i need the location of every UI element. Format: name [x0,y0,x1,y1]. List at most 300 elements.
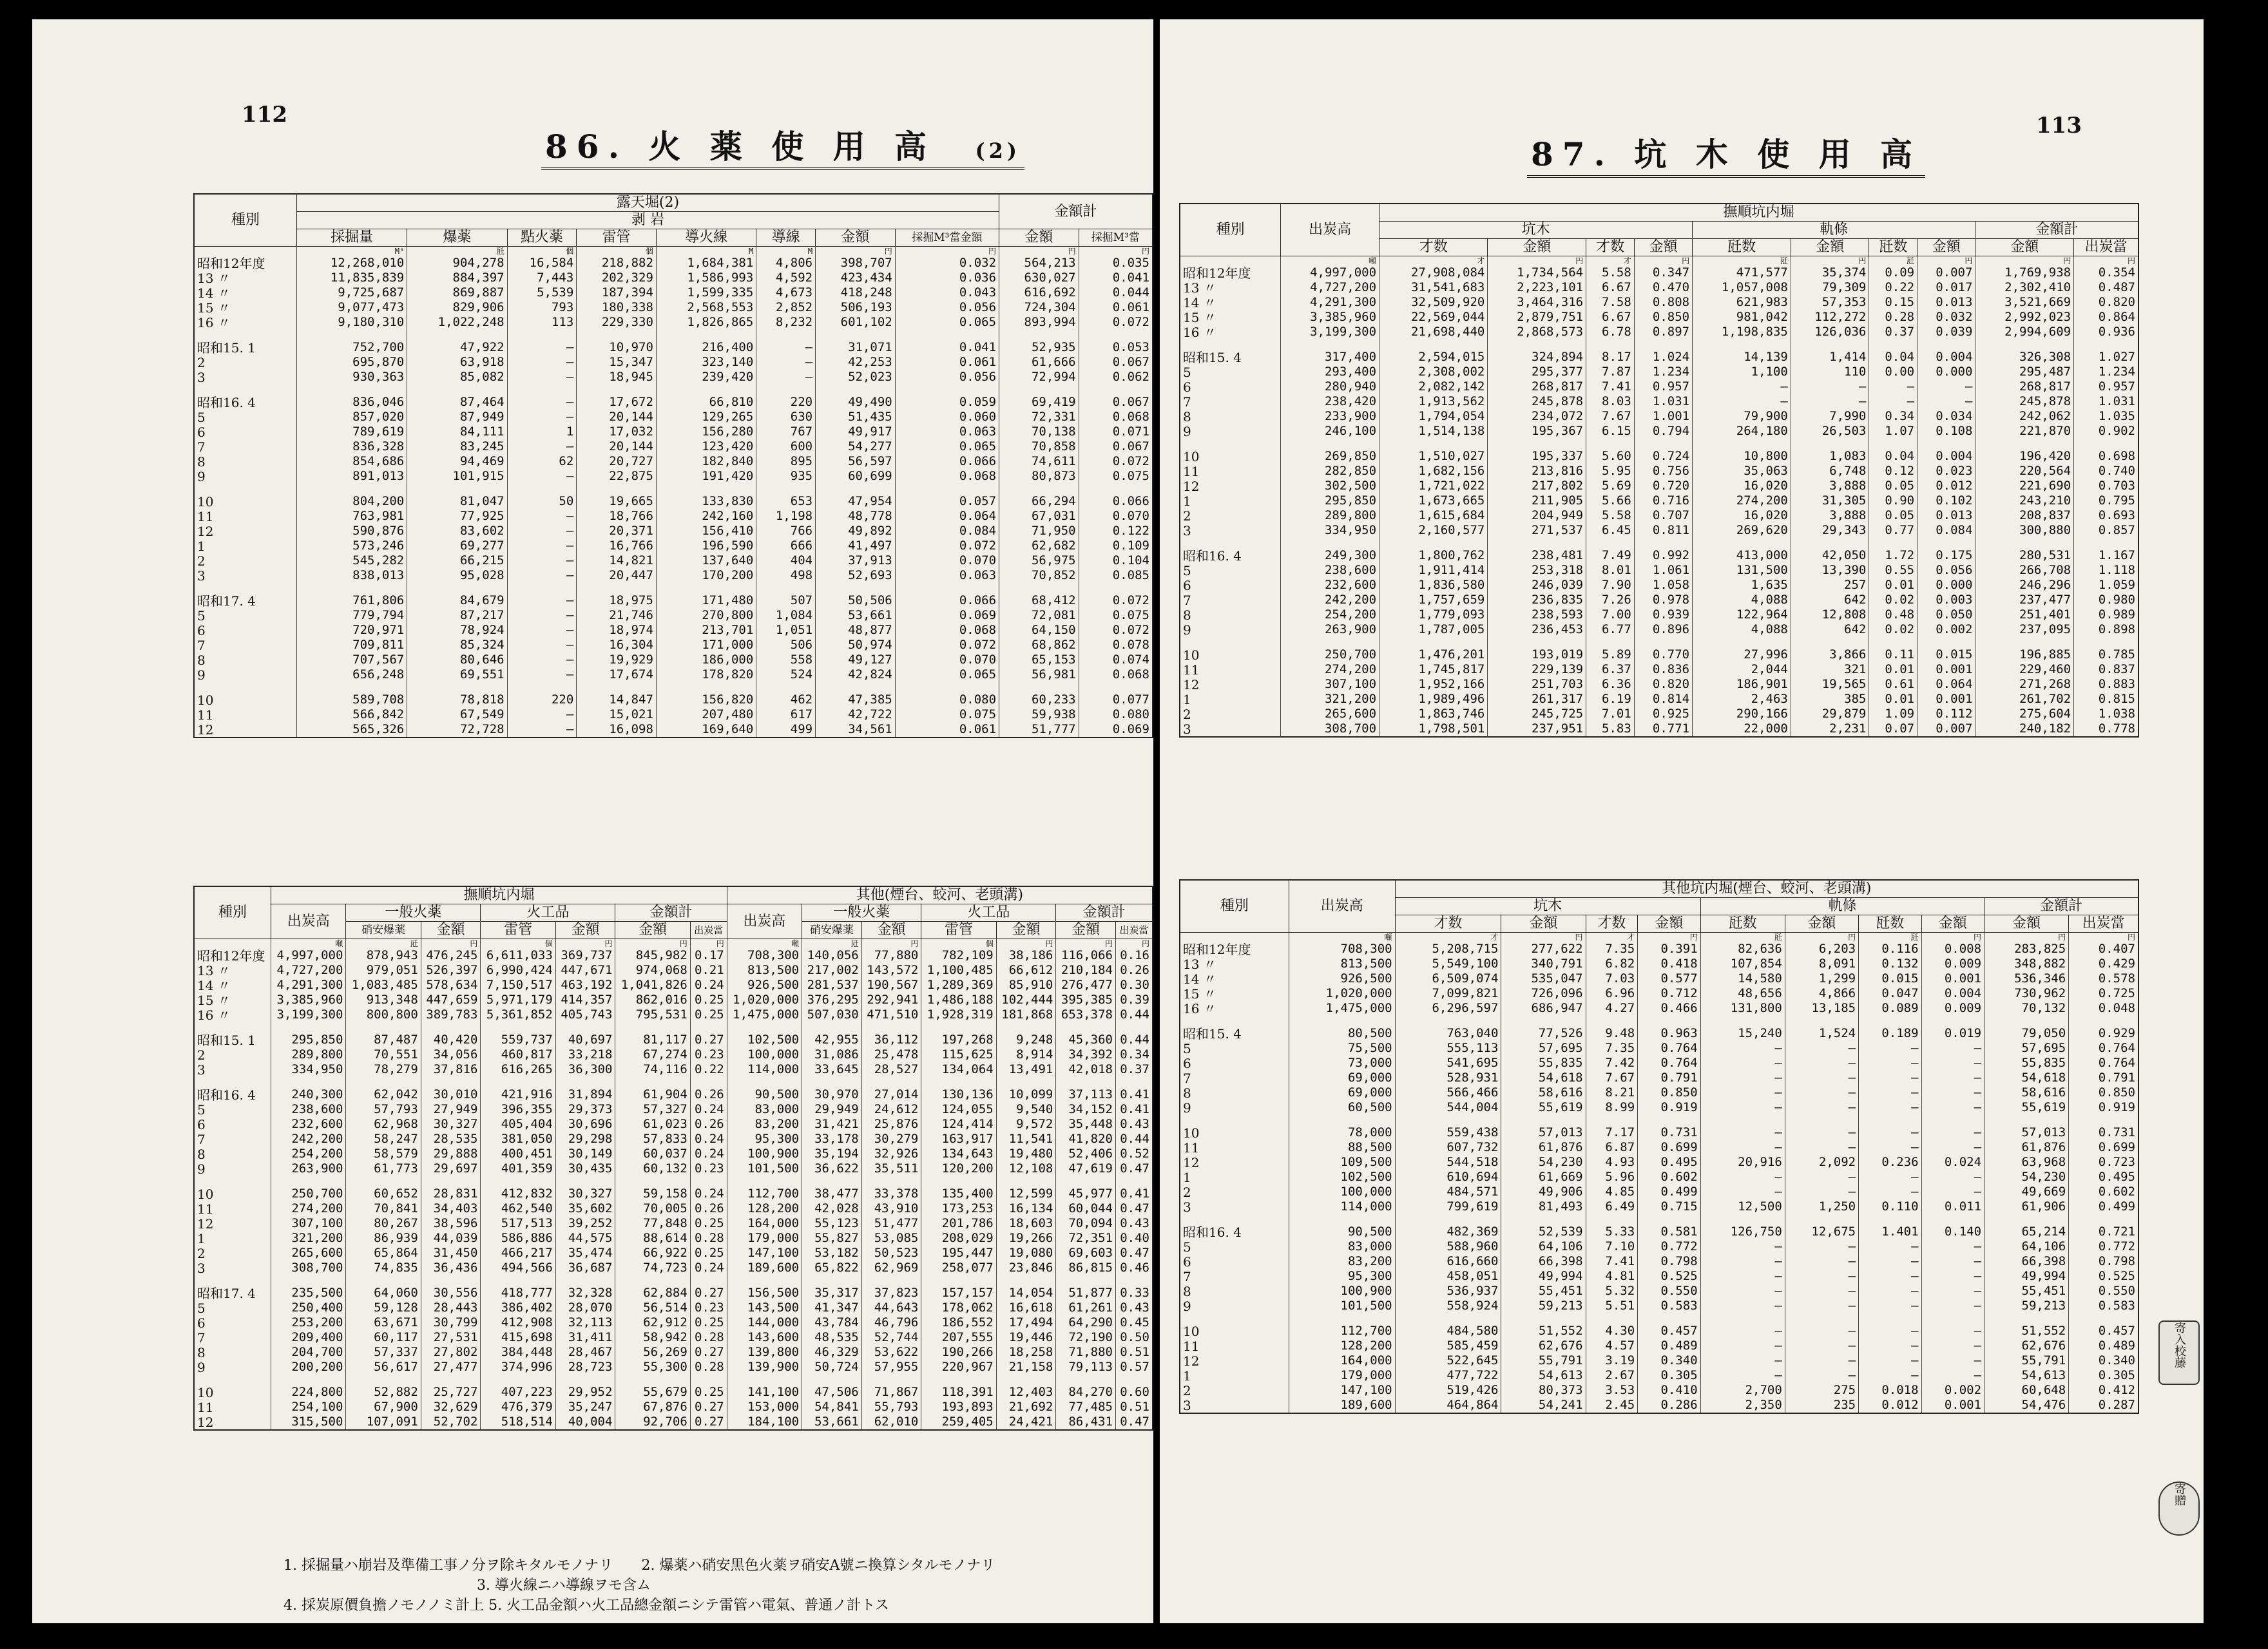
table-cell: 0.05 [1869,479,1917,493]
table-cell: 0.525 [1638,1269,1700,1284]
row-label: 14 〃 [1180,295,1281,310]
table-cell: 12,500 [1700,1199,1785,1214]
table-cell: 1,745,817 [1379,662,1488,677]
table-cell: 25,876 [861,1117,921,1132]
table-cell: 64,106 [1984,1239,2069,1254]
table-cell: 695,870 [297,355,407,370]
table-cell: 5.96 [1586,1170,1638,1185]
table-cell: 51,477 [861,1216,921,1231]
table-cell: 32,509,920 [1379,295,1488,310]
row-label: 11 [1180,464,1281,479]
table-cell: 326,308 [1975,350,2074,365]
table-cell: 2,463 [1693,692,1791,707]
table-cell: 558 [756,653,816,667]
table-cell: 169,640 [656,722,756,738]
table-cell: 15,021 [577,707,657,722]
table-cell: 6.49 [1586,1199,1638,1214]
table-cell: 3.19 [1586,1353,1638,1368]
table-cell: 5.89 [1586,647,1635,662]
row-label: 15 〃 [194,993,271,1007]
table-cell: 38,186 [996,948,1056,963]
table-cell: 61,876 [1501,1140,1586,1155]
table-cell: 0.24 [690,978,727,993]
table-cell: 53,182 [802,1246,862,1261]
table-cell: 221,870 [1975,424,2074,439]
table-cell: — [1785,1071,1858,1085]
table-cell: 36,112 [861,1033,921,1047]
unit-cell: 円 [1984,933,2069,942]
table-cell: — [1700,1056,1785,1071]
table-cell: 128,200 [1289,1339,1395,1353]
table-cell: 395,385 [1056,993,1116,1007]
table-cell: 0.21 [690,963,727,978]
table-cell: 1.234 [2074,365,2138,379]
table-cell: 218,882 [577,256,657,271]
table-cell: 376,295 [802,993,862,1007]
table-cell: 57,695 [1501,1041,1586,1056]
table-cell: 3,521,669 [1975,295,2074,310]
row-label: 10 [194,1187,271,1201]
table-cell: — [1859,1353,1921,1368]
table-cell: 6,296,597 [1395,1001,1501,1016]
table-cell: 0.001 [1921,1398,1984,1413]
table-cell: 66,398 [1984,1254,2069,1269]
table-cell: 250,400 [271,1301,346,1315]
unit-cell: 瓩 [1869,256,1917,266]
table-cell: 83,245 [407,439,507,454]
table-cell: 235 [1785,1398,1858,1413]
table-cell: 55,791 [1984,1353,2069,1368]
table-cell: 0.008 [1921,942,1984,957]
row-label: 5 [1180,365,1281,379]
table-cell: 1,911,414 [1379,563,1488,578]
table-cell: — [1921,1324,1984,1339]
table-cell: 47,922 [407,340,507,355]
table-cell: 0.075 [895,707,999,722]
table-cell: 0.489 [2069,1339,2138,1353]
table-cell: — [1785,1100,1858,1115]
table-cell: 243,210 [1975,493,2074,508]
row-label: 13 〃 [194,963,271,978]
table-cell: 1,779,093 [1379,607,1488,622]
table-cell: 1.234 [1634,365,1692,379]
table-cell: 559,438 [1395,1125,1501,1140]
table-row [1180,1041,2138,1056]
table-cell: — [1859,1140,1921,1155]
row-label: 昭和17. 4 [194,1286,271,1301]
row-label: 3 [194,370,297,385]
table-cell: 447,659 [421,993,481,1007]
table-cell: 0.26 [690,1117,727,1132]
table-cell: 49,892 [816,524,896,539]
table-cell: — [507,608,577,623]
table-cell: 200,200 [271,1360,346,1375]
table-cell: 8.03 [1586,394,1635,409]
row-label: 8 [194,1345,271,1360]
table-cell: 653,378 [1056,1007,1116,1022]
table-cell: 60,044 [1056,1201,1116,1216]
table-row [194,1216,1153,1231]
table-row [1180,1185,2138,1199]
table-cell: 74,611 [999,454,1079,469]
table-cell: 799,619 [1395,1199,1501,1214]
table-cell: 0.122 [1079,524,1153,539]
table-cell: 535,047 [1501,971,1586,986]
table-cell: 28,535 [421,1132,481,1147]
table-cell: 0.699 [1638,1140,1700,1155]
table-cell: 566,842 [297,707,407,722]
table-cell: 101,500 [1289,1299,1395,1313]
table-cell: 29,373 [555,1102,615,1117]
table-cell: 64,060 [346,1286,421,1301]
table-cell: 0.286 [1638,1398,1700,1413]
table-cell: 35,063 [1693,464,1791,479]
table-cell: 334,950 [1281,523,1379,538]
table-row [1180,280,2138,295]
table-cell: — [1921,1269,1984,1284]
table-cell: 66,612 [996,963,1056,978]
table-cell: 6.87 [1586,1140,1638,1155]
table-cell: 65,864 [346,1246,421,1261]
table-cell: 974,068 [615,963,690,978]
table-cell: — [507,370,577,385]
table-cell: 4,291,300 [1281,295,1379,310]
table-cell: 73,000 [1289,1056,1395,1071]
table-cell: 0.116 [1859,942,1921,957]
table-cell: 0.457 [2069,1324,2138,1339]
table-cell: 466,217 [481,1246,555,1261]
table-cell: 0.015 [1917,647,1975,662]
table-cell: 207,480 [656,707,756,722]
table-cell: 251,703 [1488,677,1586,692]
table-cell: 0.550 [1638,1284,1700,1299]
row-label: 8 [194,653,297,667]
table-cell: 300,880 [1975,523,2074,538]
table-cell: 0.28 [690,1360,727,1375]
table-cell: 275 [1785,1383,1858,1398]
table-cell: 258,077 [921,1261,996,1275]
table-cell: 31,894 [555,1087,615,1102]
table-cell: 74,835 [346,1261,421,1275]
unit-cell: 円 [2074,256,2138,266]
table-cell: 1,083 [1791,449,1869,464]
table-cell: 555,113 [1395,1041,1501,1056]
table-cell: — [507,722,577,738]
table-cell: 88,500 [1289,1140,1395,1155]
table-cell: 0.44 [1115,1007,1153,1022]
table-cell: 193,893 [921,1400,996,1415]
table-cell: 369,737 [555,948,615,963]
row-label: 10 [194,692,297,707]
table-cell: 340,791 [1501,957,1586,971]
table-cell: 30,696 [555,1117,615,1132]
table-cell: 724,304 [999,300,1079,315]
table-cell: 307,100 [271,1216,346,1231]
table-cell: 1.024 [1634,350,1692,365]
row-label: 11 [1180,662,1281,677]
table-cell: — [1785,1368,1858,1383]
table-cell: 12,108 [996,1161,1056,1176]
table-cell: 1,020,000 [727,993,802,1007]
table-cell: 22,000 [1693,721,1791,737]
table-cell: 423,434 [816,271,896,285]
table-row [194,1385,1153,1400]
table-cell: 0.764 [2069,1041,2138,1056]
table-cell: 536,346 [1984,971,2069,986]
table-cell: — [1700,1353,1785,1368]
spacer-row [1180,439,2138,449]
table-cell: 77,925 [407,509,507,524]
table-cell: 566,466 [1395,1085,1501,1100]
table-cell: 78,924 [407,623,507,638]
row-label: 14 〃 [194,285,297,300]
table-cell: 31,305 [1791,493,1869,508]
table-cell: 4,727,200 [1281,280,1379,295]
table-cell: 0.032 [1917,310,1975,325]
table-cell: 0.47 [1115,1415,1153,1430]
table-cell: 0.041 [895,340,999,355]
table-cell: 16,134 [996,1201,1056,1216]
table-cell: 115,625 [921,1047,996,1062]
table-cell: 29,697 [421,1161,481,1176]
row-label: 1 [194,539,297,553]
table-cell: 845,982 [615,948,690,963]
table-cell: 926,500 [727,978,802,993]
table-cell: 52,702 [421,1415,481,1430]
table-cell: 128,200 [727,1201,802,1216]
table-cell: 62,884 [615,1286,690,1301]
table-row [1180,607,2138,622]
table-cell: 95,300 [727,1132,802,1147]
row-label: 10 [194,1385,271,1400]
unit-cell: 瓩 [346,939,421,949]
table-cell: 1,928,319 [921,1007,996,1022]
table-cell: 289,800 [1281,508,1379,523]
table-cell: 0.108 [1917,424,1975,439]
unit-cell: 才 [1395,933,1501,942]
table-cell: 4.93 [1586,1155,1638,1170]
table-cell: 72,351 [1056,1231,1116,1246]
table-cell: 52,539 [1501,1225,1586,1239]
table-cell: 0.28 [1869,310,1917,325]
table-cell: 0.140 [1921,1225,1984,1239]
row-label: 5 [194,1301,271,1315]
table-cell: 54,476 [1984,1398,2069,1413]
table-cell: 544,004 [1395,1100,1501,1115]
table-cell: 196,885 [1975,647,2074,662]
table-cell: 19,080 [996,1246,1056,1261]
table-cell: — [756,340,816,355]
table-cell: 904,278 [407,256,507,271]
table-cell: 35,194 [802,1147,862,1161]
table-cell: 0.28 [690,1330,727,1345]
table-row [194,340,1153,355]
table-row [194,722,1153,738]
row-label: 昭和15. 1 [194,1033,271,1047]
table-cell: 0.085 [1079,568,1153,583]
spacer-row [1180,1016,2138,1026]
table-cell: 269,620 [1693,523,1791,538]
row-label: 12 [1180,1353,1289,1368]
table-cell: — [507,667,577,682]
table-cell: 251,401 [1975,607,2074,622]
table-cell: 761,806 [297,593,407,608]
table-cell: 81,047 [407,494,507,509]
table-cell: 224,800 [271,1385,346,1400]
table-cell: 0.43 [1115,1117,1153,1132]
table-cell: 53,661 [802,1415,862,1430]
table-cell: 0.354 [2074,265,2138,280]
table-cell: 249,300 [1281,548,1379,563]
table-cell: 276,477 [1056,978,1116,993]
table-cell: 0.09 [1869,265,1917,280]
table-cell: 54,618 [1501,1071,1586,1085]
table-cell: 0.112 [1917,707,1975,721]
table-cell: 0.001 [1917,692,1975,707]
table-cell: 170,200 [656,568,756,583]
table-cell: 235,500 [271,1286,346,1301]
table-cell: 238,481 [1488,548,1586,563]
table-cell: 87,949 [407,410,507,424]
table-cell: 979,051 [346,963,421,978]
table-cell: 62,010 [861,1415,921,1430]
table-cell: 64,150 [999,623,1079,638]
table-cell: 33,378 [861,1187,921,1201]
table-cell: 1,475,000 [1289,1001,1395,1016]
table-cell: 1,913,562 [1379,394,1488,409]
row-label: 2 [1180,1185,1289,1199]
table-row [1180,365,2138,379]
table-row [194,568,1153,583]
table-cell: 54,613 [1501,1368,1586,1383]
table-cell: 71,867 [861,1385,921,1400]
table-row [194,1345,1153,1360]
table-row [1180,1284,2138,1299]
table-cell: 0.740 [2074,464,2138,479]
table-cell: 62,676 [1501,1339,1586,1353]
table-cell: 0.072 [1079,623,1153,638]
table-cell: 4,592 [756,271,816,285]
table-cell: 0.499 [2069,1199,2138,1214]
table-cell: 242,062 [1975,409,2074,424]
table-row [1180,721,2138,737]
table-cell: 0.347 [1634,265,1692,280]
table-cell: 281,537 [802,978,862,993]
table-cell: 7.49 [1586,548,1635,563]
row-label: 1 [194,1231,271,1246]
table-cell: 84,270 [1056,1385,1116,1400]
table-cell: 3,866 [1791,647,1869,662]
table-cell: 1,800,762 [1379,548,1488,563]
table-cell: 2,594,015 [1379,350,1488,365]
table-cell: 58,616 [1501,1085,1586,1100]
table-cell: 57,695 [1984,1041,2069,1056]
table-cell: 524 [756,667,816,682]
table-cell: 0.032 [895,256,999,271]
table-cell: 0.26 [1115,963,1153,978]
table-cell: 245,878 [1975,394,2074,409]
table-cell: 0.721 [2069,1225,2138,1239]
table-cell: 3,888 [1791,479,1869,493]
table-cell: 0.50 [1115,1330,1153,1345]
table-cell: 80,873 [999,469,1079,484]
table-row [194,285,1153,300]
table-cell: 5.33 [1586,1225,1638,1239]
table-cell: 41,347 [802,1301,862,1315]
table-cell: 5,549,100 [1395,957,1501,971]
table-cell: 573,246 [297,539,407,553]
table-cell: 0.24 [690,1261,727,1275]
table-row [194,653,1153,667]
table-cell: 35,317 [802,1286,862,1301]
table-cell: 31,450 [421,1246,481,1261]
table-cell: 44,039 [421,1231,481,1246]
table-cell: 0.487 [2074,280,2138,295]
table-cell: 74,723 [615,1261,690,1275]
table-cell: 246,100 [1281,424,1379,439]
table-cell: 471,510 [861,1007,921,1022]
table-cell: 0.46 [1115,1261,1153,1275]
table-cell: 59,213 [1501,1299,1586,1313]
table-cell: 6.15 [1586,424,1635,439]
table-cell: 46,329 [802,1345,862,1360]
table-cell: 0.30 [1115,978,1153,993]
table-cell: 239,420 [656,370,756,385]
table-cell: 4,997,000 [1281,265,1379,280]
table-cell: 586,886 [481,1231,555,1246]
table-cell: 47,954 [816,494,896,509]
table-cell: 0.065 [895,667,999,682]
table-cell: 0.077 [1079,692,1153,707]
table-cell: — [1921,1185,1984,1199]
table-cell: 0.023 [1917,464,1975,479]
row-label: 昭和16. 4 [194,1087,271,1102]
table-cell: 7.03 [1586,971,1638,986]
table-cell: 0.864 [2074,310,2138,325]
table-cell: 63,918 [407,355,507,370]
table-cell: 112,272 [1791,310,1869,325]
unit-cell: 円 [996,939,1056,949]
table-cell: 178,820 [656,667,756,682]
table-cell: — [1859,1185,1921,1199]
table-cell: 1.058 [1634,578,1692,593]
table-cell: 64,106 [1501,1239,1586,1254]
table-cell: 197,268 [921,1033,996,1047]
table-row [1180,508,2138,523]
table-cell: 1.07 [1869,424,1917,439]
table-cell: 49,994 [1984,1269,2069,1284]
table-cell: 5,971,179 [481,993,555,1007]
table-cell: — [1700,1100,1785,1115]
table-cell: — [1921,1125,1984,1140]
table-cell: 0.05 [1869,508,1917,523]
row-label: 5 [194,608,297,623]
table-cell: 0.764 [1638,1056,1700,1071]
table-row [1180,479,2138,493]
table-cell: 0.418 [1638,957,1700,971]
row-label: 9 [194,1360,271,1375]
table-row [194,1117,1153,1132]
unit-cell: 個 [921,939,996,949]
table-cell: 0.066 [895,454,999,469]
table-cell: 0.132 [1859,957,1921,971]
table-row [1180,971,2138,986]
table-cell: 0.175 [1917,548,1975,563]
row-label: 9 [1180,1299,1289,1313]
table-cell: 0.724 [1634,449,1692,464]
table-cell: 0.019 [1921,1026,1984,1041]
table-cell: 16,584 [507,256,577,271]
